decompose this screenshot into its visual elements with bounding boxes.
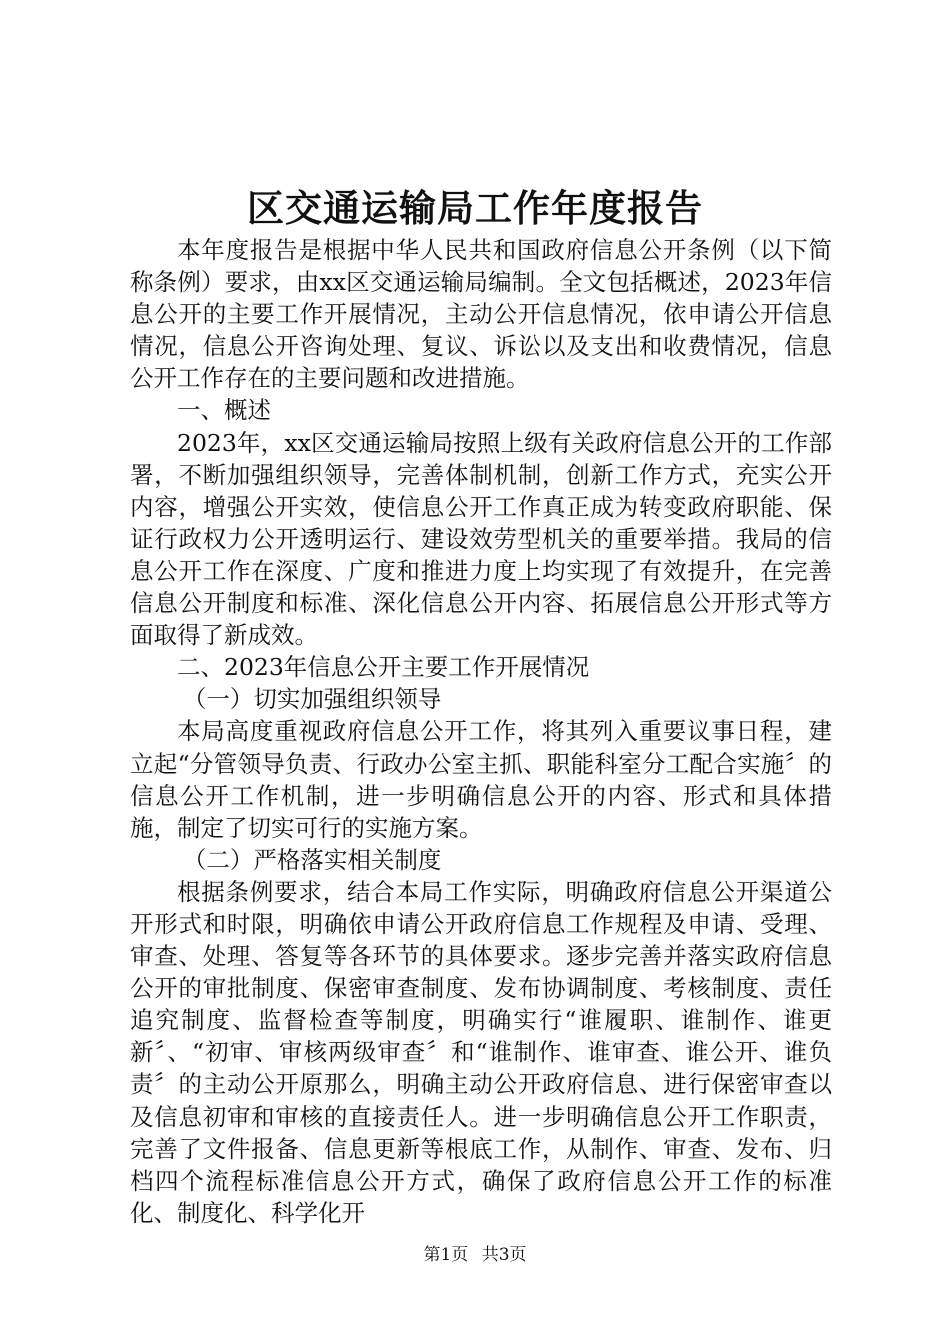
page-footer xyxy=(0,1244,950,1266)
subsection-heading-systems: （二）严格落实相关制度 xyxy=(182,845,442,874)
section-heading-main-work: 二、2023年信息公开主要工作开展情况 xyxy=(177,653,590,682)
page-total: 共3页 xyxy=(481,1245,527,1265)
intro-paragraph: 本年度报告是根据中华人民共和国政府信息公开条例（以下简称条例）要求，由xx区交通运输局编制。全文包括概述，2023年信息公开的主要工作开展情况，主动公开信息情况，依申请公开信息情况，信息公开咨询处理、复议、诉讼以及支出和收费情况，信息公开工作存在的主要问题和改进措施。 xyxy=(130,236,832,393)
document-body xyxy=(130,234,832,1227)
document-title: 区交通运输局工作年度报告 xyxy=(247,186,703,230)
section-heading-overview: 一、概述 xyxy=(177,396,271,425)
overview-paragraph: 2023年，xx区交通运输局按照上级有关政府信息公开的工作部署，不断加强组织领导，完善体制机制，创新工作方式，充实公开内容，增强公开实效，使信息公开工作真正成为转变政府职能、保证行政权力公开透明运行、建设效劳型机关的重要举措。我局的信息公开工作在深度、广度和推进力度上均实现了有效提升，在完善信息公开制度和标准、深化信息公开内容、拓展信息公开形式等方面取得了新成效。 xyxy=(130,428,832,650)
subsection-heading-organization: （一）切实加强组织领导 xyxy=(182,685,442,714)
organization-paragraph: 本局高度重视政府信息公开工作，将其列入重要议事日程，建立起“分管领导负责、行政办公室主抓、职能科室分工配合实施〞的信息公开工作机制，进一步明确信息公开的内容、形式和具体措施，制定了切实可行的实施方案。 xyxy=(130,717,832,842)
systems-paragraph: 根据条例要求，结合本局工作实际，明确政府信息公开渠道公开形式和时限，明确依申请公开政府信息工作规程及申请、受理、审查、处理、答复等各环节的具体要求。逐步完善并落实政府信息公开的审批制度、保密审查制度、发布协调制度、考核制度、责任追究制度、监督检查等制度，明确实行“谁履职、谁制作、谁更新〞、“初审、审核两级审查〞和“谁制作、谁审查、谁公开、谁负责〞的主动公开原那么，明确主动公开政府信息、进行保密审查以及信息初审和审核的直接责任人。进一步明确信息公开工作职责，完善了文件报备、信息更新等根底工作，从制作、审查、发布、归档四个流程标准信息公开方式，确保了政府信息公开工作的标准化、制度化、科学化开 xyxy=(130,877,832,1227)
page-number: 第1页 xyxy=(423,1245,469,1265)
